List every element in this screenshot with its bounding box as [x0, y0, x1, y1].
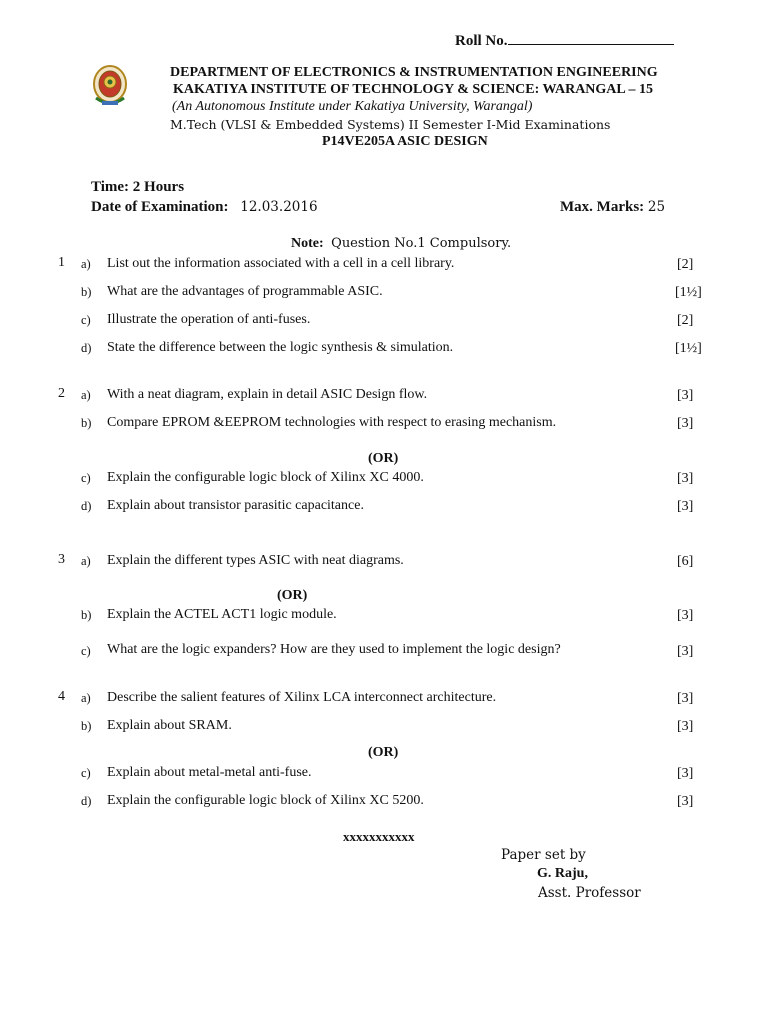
or-separator: (OR): [368, 451, 399, 466]
course-title: P14VE205A ASIC DESIGN: [322, 134, 488, 149]
question-text: State the difference between the logic synthesis & simulation.: [107, 340, 454, 355]
setter-designation: Asst. Professor: [538, 885, 641, 901]
question-number: 1: [58, 255, 65, 270]
institute-title: KAKATIYA INSTITUTE OF TECHNOLOGY & SCIENCE: WARANGAL – 15: [173, 82, 653, 97]
or-separator: (OR): [368, 745, 399, 760]
institute-logo-icon: [92, 64, 128, 108]
question-text: Describe the salient features of Xilinx LCA interconnect architecture.: [107, 690, 497, 705]
question-marks: [3]: [677, 719, 694, 734]
note-label: Note:: [291, 236, 324, 251]
question-marks: [6]: [677, 554, 694, 569]
question-marks: [3]: [677, 766, 694, 781]
setter-name: G. Raju,: [537, 866, 588, 881]
question-marks: [2]: [677, 313, 694, 328]
or-separator: (OR): [277, 588, 308, 603]
question-letter: d): [81, 499, 92, 513]
question-text: What are the advantages of programmable ASIC.: [107, 284, 383, 299]
question-text: Explain the different types ASIC with neat diagrams.: [107, 553, 404, 568]
question-letter: a): [81, 691, 91, 705]
question-number: 2: [58, 386, 65, 401]
question-letter: a): [81, 554, 91, 568]
max-marks-label: Max. Marks:: [560, 199, 645, 215]
exam-date-label: Date of Examination:: [91, 199, 229, 215]
question-letter: b): [81, 285, 92, 299]
question-marks: [3]: [677, 794, 694, 809]
exam-note: [291, 236, 511, 252]
question-letter: a): [81, 388, 91, 402]
question-marks: [3]: [677, 608, 694, 623]
question-text: List out the information associated with a cell in a cell library.: [107, 256, 455, 271]
question-marks: [3]: [677, 416, 694, 431]
question-letter: b): [81, 608, 92, 622]
max-marks: [560, 199, 665, 216]
question-marks: [3]: [677, 691, 694, 706]
question-marks: [3]: [677, 388, 694, 403]
question-marks: [3]: [677, 471, 694, 486]
question-marks: [3]: [677, 644, 694, 659]
exam-date-value: 12.03.2016: [240, 199, 318, 215]
question-number: 3: [58, 552, 65, 567]
question-text: Explain the configurable logic block of Xilinx XC 5200.: [107, 793, 424, 808]
exam-time: Time: 2 Hours: [91, 179, 185, 195]
question-number: 4: [58, 689, 65, 704]
question-marks: [1½]: [675, 285, 702, 300]
question-letter: b): [81, 719, 92, 733]
exam-date: [91, 199, 318, 216]
question-marks: [3]: [677, 499, 694, 514]
paper-set-by-label: Paper set by: [501, 847, 586, 863]
question-text: Explain about transistor parasitic capacitance.: [107, 498, 364, 513]
question-letter: b): [81, 416, 92, 430]
question-text: Explain about metal-metal anti-fuse.: [107, 765, 312, 780]
question-letter: c): [81, 471, 91, 485]
roll-number-label: Roll No.: [455, 33, 508, 49]
question-marks: [2]: [677, 257, 694, 272]
exam-title: M.Tech (VLSI & Embedded Systems) II Semester I-Mid Examinations: [170, 117, 611, 132]
roll-number-field: [455, 30, 674, 50]
question-marks: [1½]: [675, 341, 702, 356]
question-text: Illustrate the operation of anti-fuses.: [107, 312, 311, 327]
department-title: DEPARTMENT OF ELECTRONICS & INSTRUMENTATION ENGINEERING: [170, 65, 658, 80]
end-separator: xxxxxxxxxxx: [343, 829, 415, 844]
question-letter: d): [81, 341, 92, 355]
question-text: Explain about SRAM.: [107, 718, 232, 733]
autonomous-note: (An Autonomous Institute under Kakatiya University, Warangal): [172, 99, 533, 114]
question-text: Compare EPROM &EEPROM technologies with respect to erasing mechanism.: [107, 415, 557, 430]
question-letter: c): [81, 644, 91, 658]
question-text: What are the logic expanders? How are they used to implement the logic design?: [107, 642, 561, 657]
question-text: Explain the ACTEL ACT1 logic module.: [107, 607, 337, 622]
question-letter: c): [81, 766, 91, 780]
question-letter: c): [81, 313, 91, 327]
question-letter: d): [81, 794, 92, 808]
max-marks-value: 25: [647, 199, 666, 215]
question-letter: a): [81, 257, 91, 271]
note-text: Question No.1 Compulsory.: [331, 236, 512, 251]
question-text: Explain the configurable logic block of Xilinx XC 4000.: [107, 470, 424, 485]
roll-number-line: [508, 30, 674, 45]
question-text: With a neat diagram, explain in detail ASIC Design flow.: [107, 387, 428, 402]
